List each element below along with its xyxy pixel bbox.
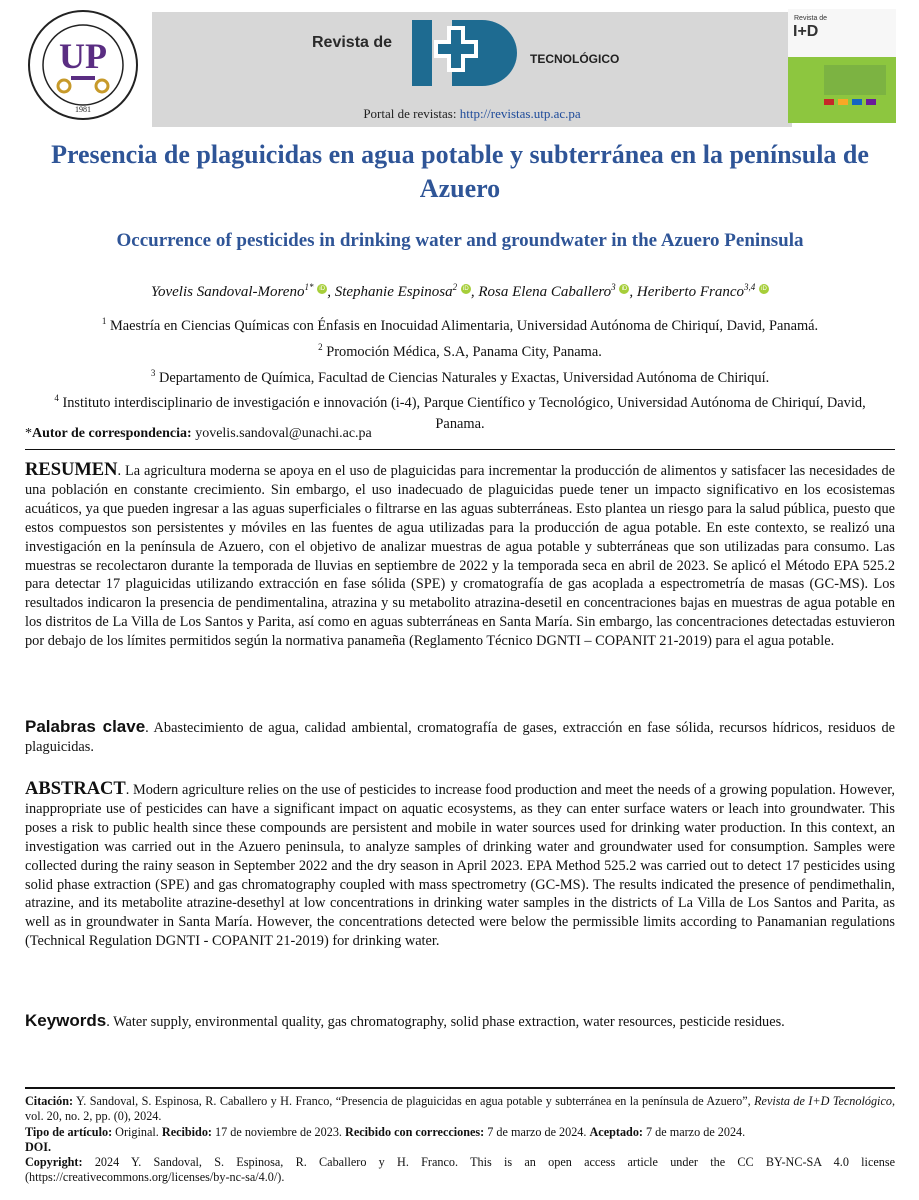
resumen-text: La agricultura moderna se apoya en el uso de plaguicidas para incrementar la producción de alimentos y satisfacer las necesidades de una población en constante crecimiento. Sin embargo, el uso inadecuado de plaguicidas puede tener un impacto significativo en los ecosistemas acuáticos, ya que pueden ingresar a las aguas superficiales o filtrarse en las aguas subterráneas. Esto plantea un riesgo para la salud pública, puesto que estos compuestos son persistentes y móviles en las fuentes de agua utilizadas para la producción de agua potable. En este contexto, se realizó una investigación en la península de Azuero, con el objetivo de analizar muestras de agua potable y subterráneas que son utilizadas para consumo. Las muestras se recolectaron durante la temporada de lluvias en septiembre de 2022 y la temporada seca en abril de 2023. Se aplicó el Método EPA 525.2 para detectar 17 plaguicidas utilizando extracción en fase sólida (SPE) y cromatografía de gas acoplada a espectrometría de masas (GC-MS). Los resultados indicaron la presencia de pendimentalina, atrazina y su metabolito atrazina-desetil en concentraciones bajas en muestras de agua potable en los distritos de La Villa de Los Santos y Parita, así como en aguas subterráneas en Santa María. Sin embargo, las concentraciones detectadas estuvieron por debajo de los límites permitidos según la normativa panameña (Reglamento Técnico DGNTI – COPANIT 21-2019) para el agua potable. (25, 463, 896, 650)
affiliation-list (40, 311, 880, 435)
author: Heriberto Franco$^{3,4}$ iD (637, 284, 769, 300)
journal-suffix: TECNOLÓGICO (530, 52, 620, 66)
keywords-heading: Keywords (25, 1011, 107, 1030)
portal-label: Portal de revistas: (363, 106, 457, 121)
journal-prefix: Revista de (312, 34, 393, 51)
svg-text:UP: UP (59, 36, 107, 76)
journal-banner (152, 12, 792, 127)
author: Rosa Elena Caballero$^3$ iD , (478, 282, 637, 300)
cover-id: I+D (793, 23, 819, 40)
abstract-text: Modern agriculture relies on the use of pesticides to increase food production and meet the needs of a growing population. However, inappropriate use of pesticides can have a significant impact on aquatic ecosystems, as they can enter surface waters or leach into groundwater. This poses a risk to public health since these compounds are persistent and mobile in water sources used for drinking water production. In this context, an investigation was carried out in the Azuero peninsula, to analyze samples of drinking water and groundwater used for consumption. Samples were collected during the rainy season in September 2022 and the dry season in April 2023. EPA Method 525.2 was carried out to detect 17 pesticides using solid phase extraction (SPE) and gas chromatography coupled with mass spectrometry (GC-MS). The results indicated the presence of pendimethalin, atrazine, and its metabolite atrazine-desethyl at low concentrations in drinking water samples in the districts of La Villa de Los Santos and Parita, as well as in groundwater in Santa María. However, the concentrations detected were below the permissible limits according to Panamanian regulations (Technical Regulation DGNTI - COPANIT 21-2019) for drinking water. (25, 782, 895, 950)
resumen-heading: RESUMEN (25, 460, 118, 480)
divider (25, 449, 895, 450)
orcid-icon[interactable]: iD (461, 284, 471, 294)
article-footer (25, 1094, 895, 1186)
abstract-heading: ABSTRACT (25, 779, 126, 799)
correspondence-line: *Autor de correspondencia: yovelis.sandoval@unachi.ac.pa (25, 426, 372, 441)
copyright: Copyright: 2024 Y. Sandoval, S. Espinosa, R. Caballero y H. Franco. This is an open access article under the CC BY-NC-SA 4.0 license (https://creativecommons.org/licenses/by-nc-sa/4.0/). (25, 1155, 896, 1185)
cover-label: Revista de (794, 15, 828, 22)
orcid-icon[interactable]: iD (619, 284, 629, 294)
footer-divider (25, 1087, 895, 1089)
journal-cover-thumbnail (788, 9, 896, 123)
orcid-icon[interactable]: iD (759, 284, 769, 294)
author: Stephanie Espinosa$^2$ iD , (334, 282, 479, 300)
abstract-section: ABSTRACT. Modern agriculture relies on the use of pesticides to increase food production and meet the needs of a growing population. However, inappropriate use of pesticides can have a significant impact on aquatic ecosystems, as they can enter surface waters or leach into groundwater. This poses a risk to public health since these compounds are persistent and mobile in water sources used for drinking water production. In this context, an investigation was carried out in the Azuero peninsula, to analyze samples of drinking water and groundwater used for consumption. Samples were collected during the rainy season in September 2022 and the dry season in April 2023. EPA Method 525.2 was carried out to detect 17 pesticides using solid phase extraction (SPE) and gas chromatography coupled with mass spectrometry (GC-MS). The results indicated the presence of pendimethalin, atrazine, and its metabolite atrazine-desethyl at low concentrations in drinking water samples in the districts of La Villa de Los Santos and Parita, as well as in groundwater in Santa María. However, the concentrations detected were below the permissible limits according to Panamanian regulations (Technical Regulation DGNTI - COPANIT 21-2019) for drinking water. (25, 779, 895, 950)
utp-logo-year: 1981 (75, 105, 91, 114)
utp-logo (24, 6, 142, 124)
doi: DOI. (25, 1139, 52, 1154)
portal-link[interactable]: http://revistas.utp.ac.pa (459, 106, 581, 121)
cover-graphic (794, 61, 890, 117)
affiliation: $^2$ Promoción Médica, S.A, Panama City, Panama. (318, 341, 602, 360)
journal-header (22, 6, 897, 124)
author: Yovelis Sandoval-Moreno$^{1*}$ iD , (151, 282, 335, 300)
portal-line (152, 106, 792, 122)
author-list (20, 282, 900, 301)
article-dates: Tipo de artículo: Original. Recibido: 17 de noviembre de 2023. Recibido con correcciones: 7 de marzo de 2024. Aceptado: 7 de marzo de 2024. (25, 1124, 746, 1139)
correspondence-email[interactable]: yovelis.sandoval@unachi.ac.pa (195, 426, 372, 441)
correspondence-label: Autor de correspondencia: (32, 426, 192, 441)
affiliation: $^4$ Instituto interdisciplinario de investigación e innovación (i-4), Parque Científico y Tecnológico, Universidad Autónoma de Chiriquí, David, Panama. (54, 393, 866, 433)
paper-title: Presencia de plaguicidas en agua potable y subterránea en la península de Azuero (51, 140, 869, 203)
orcid-icon[interactable]: iD (317, 284, 327, 294)
citation: Citación: Y. Sandoval, S. Espinosa, R. Caballero y H. Franco, “Presencia de plaguicidas en agua potable y subterránea en la península de Azuero”, Revista de I+D Tecnológico, vol. 20, no. 2, pp. (0), 2024. (25, 1094, 895, 1124)
affiliation: $^3$ Departamento de Química, Facultad de Ciencias Naturales y Exactas, Universidad Autónoma de Chiriquí. (150, 367, 770, 386)
palabras-clave-text: Abastecimiento de agua, calidad ambiental, cromatografía de gases, extracción en fase sólida, recursos hídricos, residuos de plaguicidas. (25, 720, 895, 755)
paper-subtitle: Occurrence of pesticides in drinking water and groundwater in the Azuero Peninsula (116, 230, 804, 251)
journal-id-logo (412, 18, 527, 88)
resumen-section: RESUMEN. La agricultura moderna se apoya en el uso de plaguicidas para incrementar la producción de alimentos y satisfacer las necesidades de una población en constante crecimiento. Sin embargo, el uso inadecuado de plaguicidas puede tener un impacto significativo en los ecosistemas acuáticos, ya que pueden ingresar a las aguas superficiales o filtrarse en las aguas subterráneas. Esto plantea un riesgo para la salud pública, puesto que estos compuestos son persistentes y móviles en las fuentes de agua utilizadas para la producción de agua potable. En este contexto, se realizó una investigación en la península de Azuero, con el objetivo de analizar muestras de agua potable y subterráneas que son utilizadas para consumo. Las muestras se recolectaron durante la temporada de lluvias en septiembre de 2022 y la temporada seca en abril de 2023. Se aplicó el Método EPA 525.2 para detectar 17 plaguicidas utilizando extracción en fase sólida (SPE) y cromatografía de gas acoplada a espectrometría de masas (GC-MS). Los resultados indicaron la presencia de pendimentalina, atrazina y su metabolito atrazina-desetil en concentraciones bajas en muestras de agua potable en los distritos de La Villa de Los Santos y Parita, así como en aguas subterráneas en Santa María. Sin embargo, las concentraciones detectadas estuvieron por debajo de los límites permitidos según la normativa panameña (Reglamento Técnico DGNTI – COPANIT 21-2019) para el agua potable. (25, 460, 896, 650)
palabras-clave-section: Palabras clave. Abastecimiento de agua, calidad ambiental, cromatografía de gases, extracción en fase sólida, recursos hídricos, residuos de plaguicidas. (25, 717, 895, 755)
keywords-section: Keywords. Water supply, environmental quality, gas chromatography, solid phase extraction, water resources, pesticide residues. (25, 1011, 785, 1030)
palabras-clave-heading: Palabras clave (25, 717, 146, 736)
keywords-text: Water supply, environmental quality, gas chromatography, solid phase extraction, water resources, pesticide residues. (113, 1014, 785, 1030)
affiliation: $^1$ Maestría en Ciencias Químicas con Énfasis en Inocuidad Alimentaria, Universidad Autónoma de Chiriquí, David, Panamá. (101, 316, 819, 334)
